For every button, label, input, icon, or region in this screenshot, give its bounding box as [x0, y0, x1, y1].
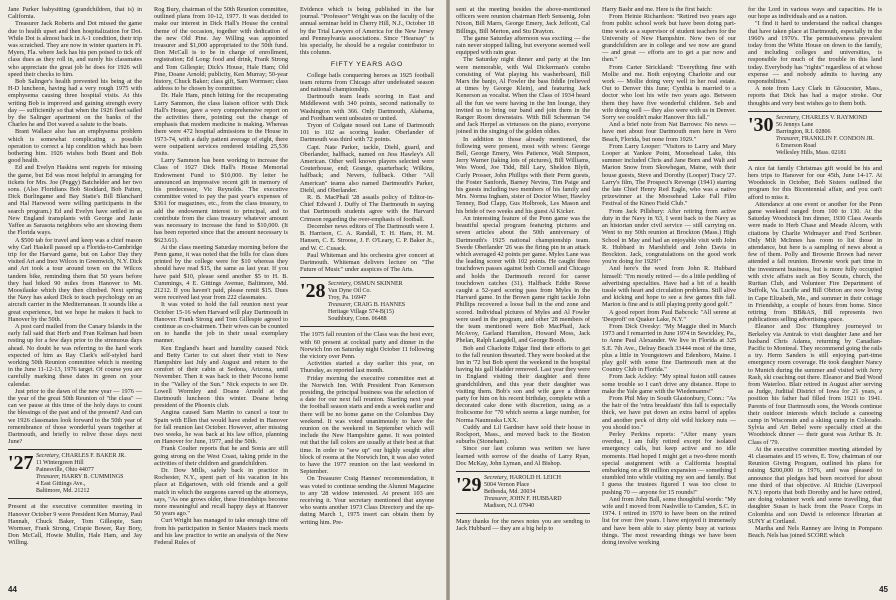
treasurer-line: Wellesley Hills, Mass. 02181	[776, 149, 847, 156]
paragraph: Paul Whiteman and his orchestra give concert at Dartmouth. Whiteman delivers lecture on "The Future of Music" under auspices of The Arts.	[300, 251, 434, 274]
paragraph: Dr. Hale Ham, pinch hitting for the recuperating Larry Sammon, the class liaison officer with Dick Hall's House, gave a very comprehensive report on the activities there, pointing out the change of emphasis that modern medicine is making. Whereas there were 472 hospital admissions to the House in 1973-74, with a daily patient average of eight, there were outpatient services rendered totalling 25,536 visits.	[154, 92, 288, 158]
treasurer-line: Baltimore, Md. 21212	[36, 488, 90, 495]
paragraph: Martha and Nels Ranney are living in Pompano Beach. Nels has joined SCORE which	[748, 525, 882, 540]
paragraph: At the class meeting Saturday morning before the Penn game, it was noted that the bills for class dues printed by the college were for $10 whereas they should have read $15, the same as last year. If you have paid $10, please send another $5 to H. B. Cummings, 4 E. Gittings Avenue, Baltimore, Md. 21212. If you haven't paid, please remit $15. Dues were received last year from 222 classmates.	[154, 243, 288, 302]
class-year: '30	[748, 113, 774, 136]
paragraph: Since our last column was written we have learned with sorrow of the deaths of Larry Ryan, Doc McKay, John Lyman, and Al Bishop.	[456, 445, 590, 467]
treasurer-line: Heritage Village 574-B(15)	[328, 309, 394, 316]
paragraph: Jane Parker babysitting (grandchildren, that is) in California.	[8, 6, 142, 21]
paragraph: Cuddy and Lil Gardner have sold their house in Rockport, Mass., and moved back to the Boston suburbs (Stoneham).	[456, 423, 590, 446]
right-page	[450, 0, 896, 600]
paragraph: Ed and Evelyn Haskins sent regrets for missing the game, but Ed was most helpful in arranging for tickets for Mrs. Joe (Peggy) Batchelder and her two sons. (Also Floridians Bob Stoddard, Bob Patten, Dick Burlingame and Bay Statie's Bill Blanchard and Hal Harwood were willing participants in the search program.) Ed and Evelyn have settled in as New England transplants with George and Janie Yaffee as Sarasota neighbors who are showing them the Florida ways.	[8, 164, 142, 237]
class-box-28	[300, 277, 434, 327]
secretary-label: Secretary,	[328, 281, 352, 288]
treasurer-line: Madison, N.J. 07940	[484, 503, 535, 509]
paragraph: From Larry Looper: "Visitors to Larry and Mary Looper at Yankee Point, Moosehead Lake, this summer included Chris and Jane Born and Walt and Marion Snow from Skowhegan, Maine, with their house guests, Steve and Dorothy (Looper) Tracy '27. Larry's film, The Prospect's Revenge (1941) starring the late Chief Henry Red Eagle, who was a native prizewinner at the Moosehead Lake Fall Film Festival of the Kineo Field Club."	[602, 142, 736, 208]
paragraph: Friday morning the executive committee met at the Norwich Inn. With President Fran Kenerson presiding, the principal business was the selection of a date for our next fall reunion. Starting next year the football season starts and ends a week earlier and there will be no home game on the Columbus Day weekend. It was voted unanimously to have the reunion on the weekend in September which will include the New Hampshire game. It was pointed out that the fall colors are usually at their best at that time. In order to "sew up" our highly sought after block of rooms at the Norwich Inn, it was also voted to have the 1977 reunion on the last weekend in September.	[300, 374, 434, 476]
secretary-line: Barrington, R.I. 02806	[776, 128, 831, 135]
secretary-line: 56 Jennys Lane	[776, 121, 814, 128]
secretary-line: Van Dyne Oil Co.	[328, 288, 371, 295]
paragraph: Present at the executive committee meeting in Hanover October 9 were President Ken Murray, Paul Hannah, Chuck Baker, Tom Gillespie, Sam Wormser, Frank Strong, Crispie Bower, Ray Bory, Don McCall, Howie Mullin, Hale Ham, and Jay Willing.	[8, 503, 142, 547]
paragraph: At the executive committee meeting attended by 41 classmates and 15 wives, E. Tow, chairman of our Reunion Giving Program, outlined his plans for raising $200,000 in 1976, and was pleased to announce that pledges had been received for about one third of that objective. Al Ritchie (Liverpool N.Y.) reports that both Dorothy and he have retired, are doing volunteer work and some travelling, that daughter Susan is back from the Peace Corps in Colombia and son David is reference librarian at SUNY at Cortland.	[748, 445, 882, 525]
secretary-label: Secretary,	[36, 453, 60, 460]
class-officers	[484, 475, 562, 510]
secretary-label: Secretary,	[776, 114, 800, 121]
secretary-line: 11 Wintergreen Hill	[36, 460, 84, 467]
class-year: '28	[300, 280, 326, 303]
right-column-3	[748, 6, 882, 580]
paragraph: From Heinie Richardson: "Retired two years ago from public school work but have been doing part-time work as a supervisor of student teachers for the University of New Hampshire. Now two of our grandchildren are in college and we now are grand — and great — efforts are to get a par now and then."	[602, 13, 736, 64]
secretary-line: OSMUN SKINNER	[353, 281, 403, 288]
secretary-line: HAROLD H. LEICH	[509, 475, 561, 481]
class-officers	[328, 281, 405, 323]
paragraph: And from John Ball, some thoughtful words: "My wife and I moved from Nashville to Camden, S.C. in 1974. I retired in 1970 to have been on the retired list for over five years. I have enjoyed it immensely and have been able to stay plenty busy at various things. The most rewarding things we have been doing involve working	[602, 495, 736, 547]
paragraph: Just prior to the dawn of the new year — 1976 — the year of the great 50th Reunion of "the class" — can we pause at this time of the holy days to count the blessings of the past and of the present? And can we 1926 classmates look forward to the 50th year of remembrance of those wonderful years together at Dartmouth, and briefly to relive those days next June?	[8, 387, 142, 446]
paragraph: Activities started a day earlier this year, on Thursday, as reported last month.	[300, 360, 434, 375]
paragraph: Many thanks for the news notes you are sending to Jack Hubbard — they are a big help to	[456, 518, 590, 533]
treasurer-line: 4 East Gittings Ave.,	[36, 481, 86, 488]
paragraph: Evidence which is being published in the bar journal. "Professor" Wright was on the faculty of the annual seminar held in Cherry Hill, N.J., October 18 by the Trial Lawyers of America for the New Jersey and Pennsylvania associations. Since "Hearsay" is his specialty, he should be a regular contributor to this column.	[300, 6, 434, 57]
class-year: '27	[8, 452, 34, 475]
paragraph: From Jack Ackley: "My spinal fusion still causes some trouble so I can't drive any distance. Hope to make the Yale game with the Wiedemanns!"	[602, 373, 736, 395]
paragraph: Eleanor and Doc Humphrey journeyed to Berkeley via Amtrak to visit daughter Jane and her husband Chris Adams, returning by Canadian-Pacific to Montreal. They recommend going the rails a try. Herm Sanders is still enjoying part-time emergency room coverage. He took daughter Nancy to Munich during the summer and visited with Jerry Rash, ski coaching out there. Eleanor and Bud Wood from Waterloo. Blair retired in August after serving as Judge, Juditial District of Iowa for 21 years, a position his father had filled from 1921 to 1941. Parents of four Dartmouth sons, the Woods continue their outdoor interests which include a canoeing camp in Wisconsin and a skiing camp in Colorado. Sylvia and Art Bebel were specially cited at the Woodstock dinner — their guest was Arthur B. Jr. Class of '79.	[748, 323, 882, 446]
treasurer-line: HARRY B. CUMMINGS	[61, 474, 124, 481]
paragraph: College hails conquering heroes as 1925 football team returns from Chicago after undefeated season and national championship.	[300, 71, 434, 94]
paragraph: Tryon of Colgate nosed out Lane of Dartmouth 101 to 102 as scoring leader. Oberlander of Dartmouth was third with 72 points.	[300, 122, 434, 144]
secretary-line: CHARLES F. BAKER JR.	[61, 453, 126, 460]
paragraph: From Dick Ovesky: "My Maggie died in March 1973 and I remarried in June 1974 in Sewickley, Pa., to Anne Paul Alexander. We live in Florida at 325 S.E. 7th Ave., Delray Beach 33444 most of the time, plus a little in Youngstown and Edenboro, Maine. I play golf with some fine Dartmouth men at the Country Club in Florida."	[602, 322, 736, 374]
paragraph: Dr. Dow Mills, safely back in practice in Rochester, N.Y., spent part of his vacation in his place at Edgartown, with old friends and a golf match in which the surgeons carved up the attorneys, says, "As one grows older, these friendships become more meaningful and recall happy days at Hanover 50 years ago."	[154, 467, 288, 518]
secretary-line: Bethesda, Md. 20034	[484, 489, 536, 495]
paragraph: It was voted to hold the fall reunion next year October 15-16 when Harvard will play Dartmouth in Hanover. Frank Strong and Tom Gillespie agreed to continue as co-chairmen. Their wives can be counted on to handle the job in their usual exemplary manner.	[154, 301, 288, 345]
paragraph: Treasurer Jack Roberts and Dot missed the game due to health upset and then hospitalization for Dot. While Dot is almost back in A-1 condition, their trip was scratched. They are now in winter quarters in Ft. Myers, Fla. where Jack has his pen poised to tick off class dues as they roll in, and surely his classmates who appreciate the great job he does for 1926 will speed their checks to him.	[8, 20, 142, 78]
treasurer-label: Treasurer,	[484, 496, 509, 502]
treasurer-line: FRANKLIN F. CONDON JR.	[801, 135, 875, 142]
paragraph: An interesting feature of the Penn game was the beautiful special program featuring pictures and seven articles about the 50th anniversary of Dartmouth's 1925 national championship team. Swede Oberlander '26 was the firing pin in an attack which averaged 42 points per game. Myles Lane was the leading scorer with 102 points. He caught three touchdown passes against both Cornell and Chicago and holds the Dartmouth record for career touchdown catches (31). Halfback Eddie Reese caught a 52-yard scoring pass from Myles in the Harvard game. In the Brown game right tackle John Phillips recovered a loose ball in the end zone and scored. Individual pictures of Myles and Al Fowler were used in the program, and other '28 members of the team mentioned were Bob MacPhail, Jack McAvoy, Garland Hamilton, Howard Moss, Jack Phelan, Ralph Langdell, and George Booth.	[456, 214, 590, 345]
paragraph: for the Lord in various ways and capacities. He is our hope as individuals and as a nation.	[748, 6, 882, 21]
treasurer-line: 6 Emerson Road	[776, 142, 816, 149]
paragraph: Brant Wallace also has an emphysema problem which is somewhat complicating a possible operation to correct a hip condition which has been bothering him. 1926 wishes both Brant and Bob good health.	[8, 128, 142, 165]
class-officers	[36, 453, 126, 495]
paragraph: "I find it hard to understand the radical changes that have taken place at Dartmouth, especially in the 1960's and 1970's. The permissiveness prevalent today from the White House on down to the family, and including colleges and universities, is responsible for much of the trouble in this land today. Everybody has "rights" regardless of at whose expense — and nobody admits to having any responsibilities."	[748, 20, 882, 86]
paragraph: Larry Sammon has been working to increase the Class of 1927 Dick Hall's House Memorial Endowment Fund to $10,000. By letter he announced an impressive recent gift in memory of his predecessor, Vic Reynolds. The executive committee voted to pay the past year's expenses of $361 for magazines, etc., from the class treasury, to add the endowment interest to principal, and to contribute from the class treasury whatever amount was necessary to increase the fund to $10,000. (It has been reported since that the amount necessary is $623.61).	[154, 157, 288, 244]
right-column-2	[602, 6, 736, 580]
paragraph: From Phil May in South Glastonbury, Conn.: "As the hair of the 'retra breakfasts' this fall is especially thick, we have put down an extra barrel of apples and another peck of dirty old wild hickory nuts — you should too."	[602, 394, 736, 431]
secretary-line: CHARLES V. RAYMOND	[801, 114, 868, 121]
section-heading: FIFTY YEARS AGO	[330, 61, 404, 69]
treasurer-line: JOHN F. HUBBARD	[509, 496, 562, 502]
secretary-line: Painesville, Ohio 44077	[36, 467, 94, 474]
right-column-1	[456, 6, 590, 580]
class-box-29	[456, 471, 590, 514]
left-column-1	[8, 6, 142, 580]
paragraph: A $500 tab for travel and keep was a chief reason why Carl Haskell passed up a Florida-to-Cambridge trip for the Harvard game, but on Labor Day they visited Art and Inez Wilcox in Greenwich, N.Y. Dick and Art took a tour around town on the Wilcox tandem bike, reminding them that 50 years before they had biked 90 miles from Hanover to Mt. Moosilauke which they then climbed. Next spring the Navy has asked Dick to teach psychology on an aircraft carrier in the Mediterranean. It sounds like a great experience, but we hope he makes it back to Hanover by the 50th.	[8, 236, 142, 323]
paragraph: Bob Salinger's health prevented his being at the H-D luncheon, having had a very rough 1975 with emphysema causing three hospital visits. At this writing Bob is improved and gaining strength every day — sufficiently so that when the 1926 fleet sailed by the Salinger apartment on the banks of the Charles he and Dot waved a salute to the boats.	[8, 78, 142, 129]
class-box-30	[748, 111, 882, 161]
paragraph: December news editors of The Dartmouth were J. B. Harrison, C. A. Randall, T. H. Ham, H. M. Hansen, C. E. Stroose, J. F. O'Leary, C. P. Baker Jr., and W. C. Cusack.	[300, 222, 434, 252]
paragraph: Ken England's heart and humility caused Nick and Betty Carter to cut short their visit to New Hampshire last July and August and return to the comfort of their cabin at Sedona, Arizona, until November. Then it was back to their Pocono home in the "Valley of the Sun." Nick expects to see Dr. Lowell Wormley and Doane Arnold at the Dartmouth luncheon this winter. Doane being president of the Phoenix club.	[154, 344, 288, 410]
secretary-line: Troy, Pa. 16947	[328, 295, 367, 302]
paragraph: A nice fat family Christmas gift would be his and hers trips to Hanover for our 45th, June 14-17. At Woodstock in October, Bob Sisters outlined the program for this Bicentennial affair, and you can't afford to miss it.	[748, 164, 882, 201]
paragraph: A post card mailed from the Canary Islands in the early fall said that Herb and Fran Kelman had been resting up for a few days prior to the strenuous days ahead. No doubt he was referring to the hard work expected of him as Ray Clark's self-styled hard working 50th Reunion committee which is meeting in the June 11-12-13, 1976 target. Of course you are carefully marking these dates in green on your calendar.	[8, 322, 142, 388]
class-officers	[776, 115, 874, 157]
treasurer-label: Treasurer,	[36, 474, 61, 481]
paragraph: And here's the word from John R. Hubbard himself: "I'm mostly retired — do a little peddling of advertising specialties. Have had a bit of a health tussle with heart and circulation problems. Still alive and kicking and hope to see a few games this fall. Marion is fine and is still playing pretty good golf."	[602, 265, 736, 309]
paragraph: A note from Lacy Clark in Gloucester, Mass., reports that Dick has had a major stroke. Our thoughts and very best wishes go to them both.	[748, 85, 882, 107]
secretary-label: Secretary,	[484, 475, 508, 481]
paragraph: On Treasurer Craig Hannes' recommendation, it was voted to continue sending the Alumni Magazine to any '28 widow interested. At present 103 are receiving it. Your secretary mentioned that anyone who wants another 1973 Class Directory and the up-dating March 1, 1975 insert can obtain them by writing him. Pre-	[300, 475, 434, 526]
paragraph: A good report from Paul Babcock: "All serene at 'Deeproft' on Quaker Lake, N.Y."	[602, 308, 736, 323]
paragraph: From Jack Pillsbury: After retiring from active duty in the Navy in '63, I went back to the Navy as an historian under civil service — still carrying on. Went to my 50th reunion at Brockton (Mass.) High School in May and had an enjoyable visit with John R. Hubbard in Marshfield and John Davis in Brockton. Jack, congratulations on the good work you're doing for 1929!"	[602, 207, 736, 266]
paragraph: Capt. Nate Parker, tackle, Diehl, guard, and Oberlander, halfback, named on Jess Hawley's All American. Other well known players selected were Couterhouse, end; Grange, quarterback; Wilkins, halfback; and Nevers, fullback. Other "All American" teams also named Dartmouth's Parker, Diehl, and Oberlander.	[300, 143, 434, 194]
paragraph: R. B. MacPhail '28 assails policy of Editor-in-Chief Edward J. Duffy of The Dartmouth in saying that Dartmouth students agree with the Harvard Crimson regarding the over-emphasis of football.	[300, 194, 434, 223]
paragraph: From Carter Strickland: "Everything fine with Mollie and me. Both enjoying Charlotte and our work — Mollie doing very well in her real estate. Out to Denver this June; Cynthia is married to a doctor who lost his wife two years ago. Between them they have five wonderful children. Seb and wife doing well — they also were with us in Denver. Sorry we couldn't make Hanover this fall."	[602, 63, 736, 122]
left-page	[0, 0, 446, 600]
page-number: 45	[879, 585, 888, 594]
paragraph: Bob and Charlotte Edgar find their efforts to get to the fall reunion thwarted. They were booked at the Inn in '72 but Bob spent the weekend in the hospital having his gall bladder removed. Last year they were in England visiting their daughter and three grandchildren, and this year their daughter was visiting them. Bob's son and wife gave a dinner party for him on his recent birthday, complete with a decorated cake done with discretion, using as a frolicsome for "70 which seems a large number, for Norma Naumuska LXX.	[456, 344, 590, 424]
paragraph: Rog Bury, chairman of the 50th Reunion committee, outlined plans from 10-12, 1977. It was decided to make our interest in Dick Hall's House the central theme of the occasion, together with dedication of the new Old Pine. Jay Willing was appointed treasurer and $1,000 appropriated to the 50th fund. Don McCall is to be in charge of enrollment, registration; Ed Long: food and drink, Frank Strong and Tom Gillespie; Dick's House, Hale Ham; Old Pine, Doane Arnold; publicity, Ken Murray; 50-year history, Chuck Baker; class gift, Sam Wormser; class address to be chosen by committee.	[154, 6, 288, 93]
paragraph: Dartmouth team leads scoring in East and Middlewest with 340 points, second nationally to Washington with 366. Only Dartmouth, Alabama, and Fordham went unbeaten or untied.	[300, 93, 434, 122]
paragraph: And a brief note from Nat Barrows: No news — have met about four Dartmouth men here in Vero Beach, Florida, but none from 1929."	[602, 121, 736, 143]
paragraph: In addition to those already mentioned, the following were present, most with wives: George Bell, George Emery, Wes Patience, Walt Simpson, Jerry Warner (taking lots of pictures), Bill Williams, Wes Wood, Joe Tidd, Bill Lary, Sheldon Blyth, Curly Prosser, John Phillips with their Perm guests, the Foster Sanfords, Barney Nevins, Tim Paige and his guests including two members of his family and Mrs. Norma Ingham, sister of Doctor Wiser, Hawley Tenney, Bud Clapp, Gus Holbrook, Les Mason and his bride of two weeks and his guest Al Kicker.	[456, 135, 590, 215]
paragraph: sent at the meeting besides the above-mentioned officers were reunion chairman Herb Sensenig, John Nixon, Bill Marrs, George Emery, Jack Jeffcott, Cal Billings, Bill Merton, and Stu Drayton.	[456, 6, 590, 35]
paragraph: Harry Bashr and me. Here is the first batch:	[602, 6, 712, 13]
paragraph: The game Saturday afternoon was exciting — the rain never stopped falling, but everyone seemed well equipped with rain gear.	[456, 34, 590, 57]
class-box-27	[8, 449, 142, 499]
treasurer-label: Treasurer,	[776, 135, 801, 142]
paragraph: Perley Perkins reports: "After many years overdue, I am fully retired except for isolated emergency calls, but keep active and no idle moments. Had hoped I might get a two-three month special assignment with a California hospital embarking on a $9 million expansion — something I stumbled into while visiting my son and family. But I guess the trustees figured I was too close to pushing 70 — anyone for 15 rounds!"	[602, 430, 736, 496]
left-column-2	[154, 6, 288, 580]
treasurer-line: CRAIG B. HANNES	[353, 302, 406, 309]
class-year: '29	[456, 474, 482, 496]
treasurer-label: Treasurer,	[328, 302, 353, 309]
paragraph: The Saturday night dinner and party at the Inn were memorable, with Wal Dickerman's combo consisting of Wat playing his washerboard, Bill Marx the banjo, Al Fowler the bass fiddle (relieved at times by George Klein), and featuring Jack Kenerson as vocalist. When the Class of 1934 heard all the fun we were having in the Inn lounge, they invited us to bring our band and join them in the Ranger Room downstairs. With Bill Schenman '34 and Jack Herpel as virtuosos on the piano, everyone joined in the singing of the golden oldies.	[456, 56, 590, 136]
secretary-line: 5004 Vernon Place	[484, 482, 530, 488]
paragraph: Frank Coulter reports that he and Sonia are still going strong on the West Coast, taking pride in the activities of their children and grandchildren.	[154, 445, 288, 467]
paragraph: Attendance at one event or another for the Penn game weekend ranged from 100 to 130. At the Saturday Woodstock Inn dinner, 1930 Class Awards were made to Herb Chase and Meade Alcorn, with citations by Charlie Widmayer and Fred Scribner. Only Milt McInnes has room to list those in attendance, but here is a sampling of news about a few of them. Polly and Brownie Brown had never attended a fall reunion. Brownie work part time in the investment business, but is more fully occupied with civic affairs such as Boy Scouts, church, the Ruritan Club, and Volunteer Fire Department of Suffolk, Va. Lucille and Bill Obrion are now living in Cape Elizabeth, Me., and summer in their cottage in Friendship, a couple of hours from home. Since retiring from BB&AS, Bill represents two publications selling advertising space.	[748, 200, 882, 324]
paragraph: Angina caused Sam Martin to cancel a tour to Spain with Ellen that would have ended in Hanover for fall reunion last October. However, after missing two weeks, he was back at his law office, planning on Hanover for June, 1977, and the 50th.	[154, 409, 288, 446]
page-number: 44	[8, 585, 17, 594]
treasurer-line: Southbury, Conn. 06488	[328, 316, 387, 323]
paragraph: Curt Wright has managed to take enough time off from his participation in Senior Masters track meets and his law practice to write an analysis of the New Federal Rules of	[154, 517, 288, 547]
paragraph: The 1975 fall reunion of the Class was the best ever, with 60 present at cocktail party and dinner in the Norwich Inn on Saturday night October 11 following the victory over Penn.	[300, 331, 434, 360]
left-column-3	[300, 6, 434, 580]
